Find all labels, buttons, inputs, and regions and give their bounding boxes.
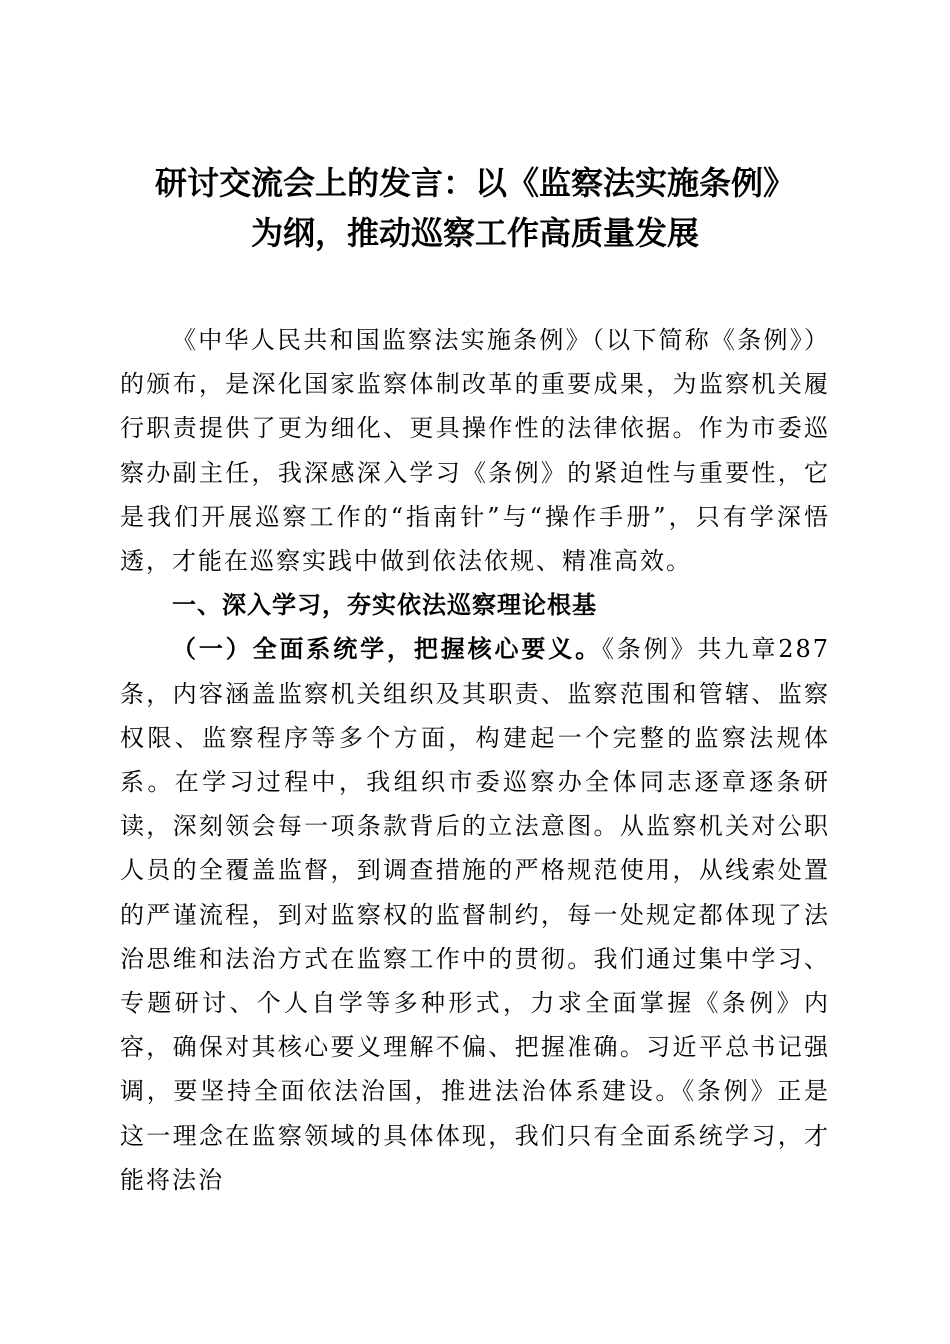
title-line-1: 研讨交流会上的发言：以《监察法实施条例》 (154, 164, 795, 202)
subsection-text: 《条例》共九章287条，内容涵盖监察机关组织及其职责、监察范围和管辖、监察权限、监察程序等多个方面，构建起一个完整的监察法规体系。在学习过程中，我组织市委巡察办全体同志逐章逐条研读，深刻领会每一项条款背后的立法意图。从监察机关对公职人员的全覆盖监督，到调查措施的严格规范使用，从线索处置的严谨流程，到对监察权的监督制约，每一处规定都体现了法治思维和法治方式在监察工作中的贯彻。我们通过集中学习、专题研讨、个人自学等多种形式，力求全面掌握《条例》内容，确保对其核心要义理解不偏、把握准确。习近平总书记强调，要坚持全面依法治国，推进法治体系建设。《条例》正是这一理念在监察领域的具体体现，我们只有全面系统学习，才能将法治 (120, 635, 830, 1194)
title-line-2: 为纲，推动巡察工作高质量发展 (250, 214, 699, 252)
subsection-paragraph (120, 627, 830, 1202)
section-heading: 一、深入学习，夯实依法巡察理论根基 (172, 591, 597, 620)
subsection-lead: （一）全面系统学，把握核心要义。 (172, 634, 603, 664)
intro-paragraph: 《中华人民共和国监察法实施条例》（以下简称《条例》）的颁布，是深化国家监察体制改革的重要成果，为监察机关履行职责提供了更为细化、更具操作性的法律依据。作为市委巡察办副主任，我深感深入学习《条例》的紧迫性与重要性，它是我们开展巡察工作的“指南针”与“操作手册”，只有学深悟透，才能在巡察实践中做到依法依规、精准高效。 (120, 326, 830, 576)
document-body (120, 318, 830, 1202)
document-title (100, 158, 850, 258)
